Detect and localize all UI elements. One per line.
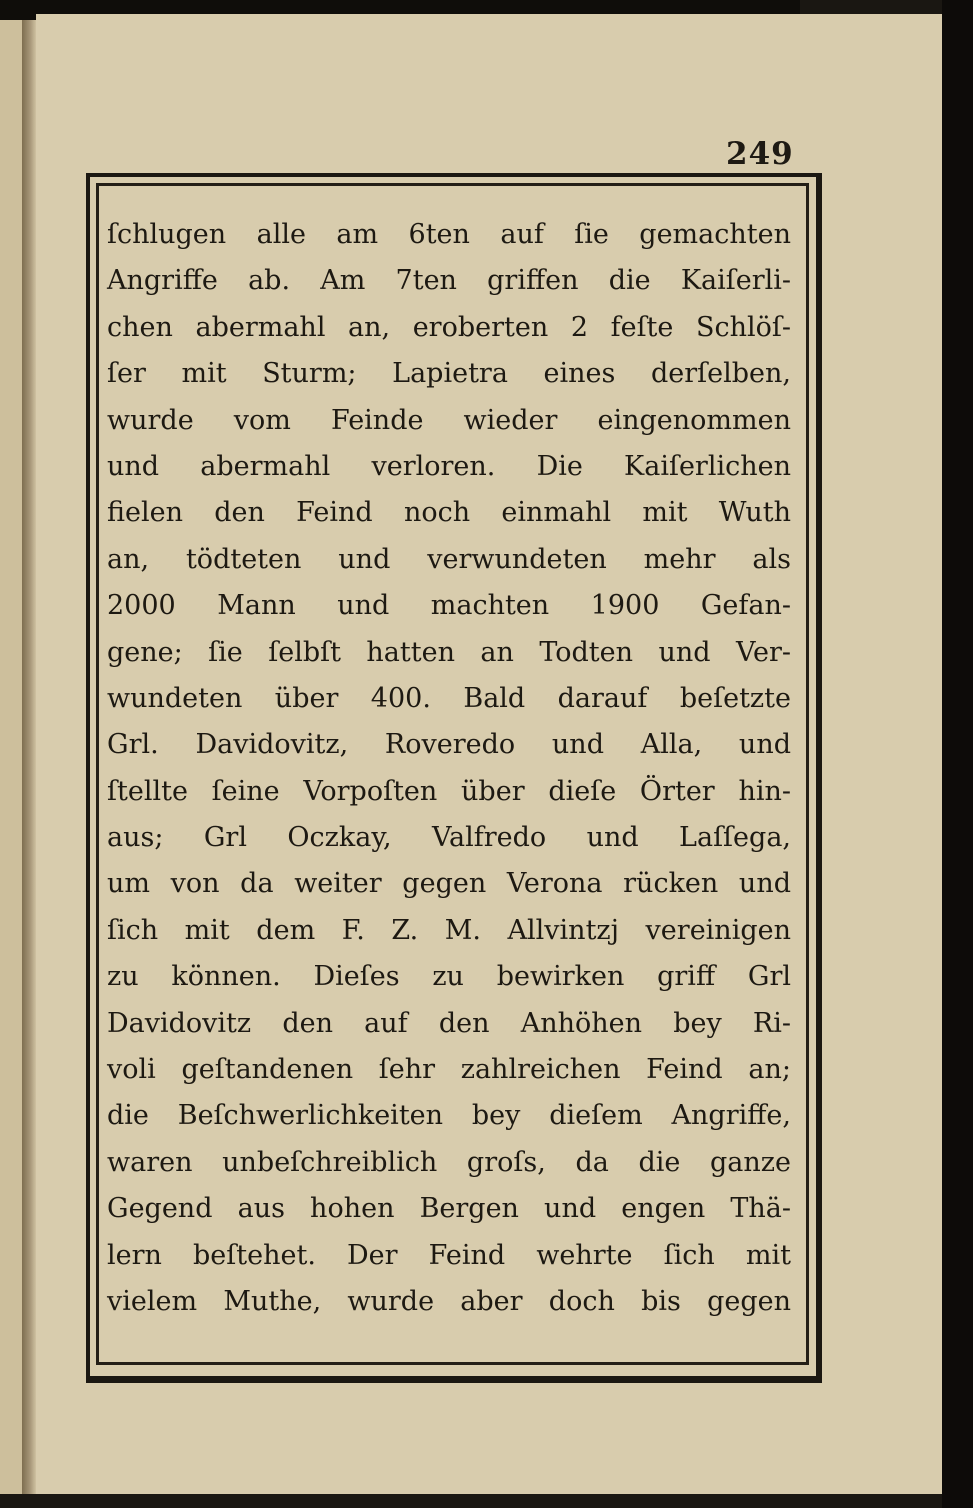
text-line-7: fielen den Feind noch einmahl mit Wuth xyxy=(107,497,791,529)
text-line-22: Gegend aus hohen Bergen und engen Thä- xyxy=(107,1193,791,1225)
text-line-8: an, tödteten und verwundeten mehr als xyxy=(107,543,791,575)
text-line-1: ſchlugen alle am 6ten auf ſie gemachten xyxy=(107,219,791,250)
text-line-21: waren unbeſchreiblich groſs, da die ganze xyxy=(107,1146,791,1178)
text-line-16: ſich mit dem F. Z. M. Allvintzj vereinigen xyxy=(107,914,791,946)
text-line-24: vielem Muthe, wurde aber doch bis gegen xyxy=(107,1285,791,1317)
text-line-2: Angriffe ab. Am 7ten griffen die Kaiſerli- xyxy=(107,265,791,297)
facing-page-edge xyxy=(0,20,22,1494)
text-line-23: lern beſtehet. Der Feind wehrte ſich mit xyxy=(107,1239,791,1271)
text-line-20: die Beſchwerlichkeiten bey dieſem Angriffe, xyxy=(107,1100,791,1132)
text-line-19: voli geſtandenen ſehr zahlreichen Feind an; xyxy=(107,1054,791,1086)
right-dark-margin xyxy=(942,0,973,1508)
body-text xyxy=(107,212,791,1325)
text-line-13: ſtellte ſeine Vorpoſten über dieſe Örter hin- xyxy=(107,775,791,807)
text-line-17: zu können. Dieſes zu bewirken griff Grl xyxy=(107,961,791,993)
text-line-15: um von da weiter gegen Verona rücken und xyxy=(107,868,791,900)
text-line-14: aus; Grl Oczkay, Valfredo und Laſſega, xyxy=(107,822,791,854)
text-line-10: gene; ſie ſelbſt hatten an Todten und Ver- xyxy=(107,636,791,668)
text-line-3: chen abermahl an, eroberten 2 feſte Schlöſ- xyxy=(107,311,791,343)
text-line-4: ſer mit Sturm; Lapietra eines derſelben, xyxy=(107,358,791,390)
text-line-5: wurde vom Feinde wieder eingenommen xyxy=(107,404,791,436)
text-line-11: wundeten über 400. Bald darauf beſetzte xyxy=(107,682,791,714)
text-line-18: Davidovitz den auf den Anhöhen bey Ri- xyxy=(107,1007,791,1039)
page-number: 249 xyxy=(726,136,794,172)
text-line-9: 2000 Mann und machten 1900 Gefan- xyxy=(107,590,791,622)
book-gutter xyxy=(22,20,36,1494)
text-line-12: Grl. Davidovitz, Roveredo und Alla, und xyxy=(107,729,791,761)
text-line-6: und abermahl verloren. Die Kaiſerlichen xyxy=(107,450,791,482)
